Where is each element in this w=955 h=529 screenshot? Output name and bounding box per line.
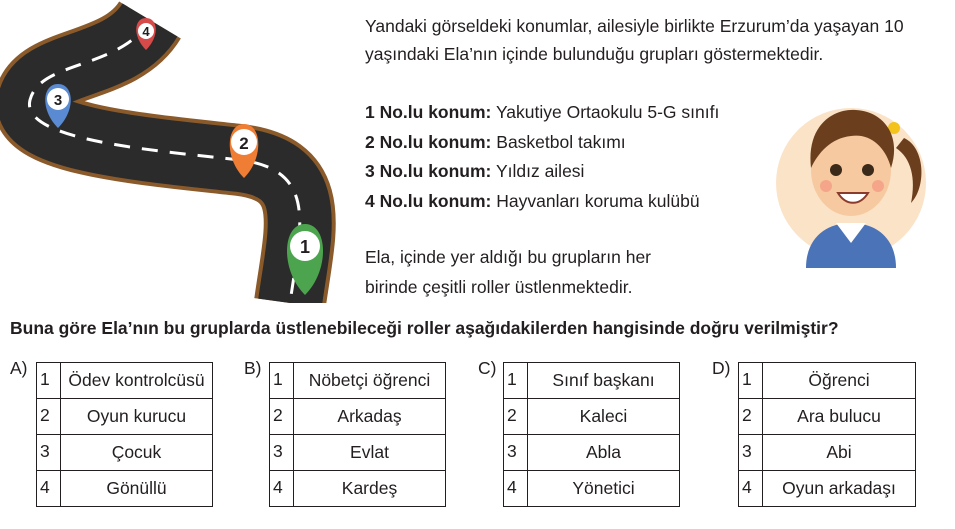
row-number: 3 [270, 435, 294, 471]
option-b-letter: B) [244, 358, 262, 378]
row-number: 3 [504, 435, 528, 471]
location-item [365, 157, 719, 187]
table-row [504, 399, 680, 435]
location-value: Yakutiye Ortaokulu 5-G sınıfı [495, 102, 720, 122]
marker-2-number: 2 [239, 134, 249, 153]
marker-4-number: 4 [142, 24, 150, 39]
option-a-letter: A) [10, 358, 28, 378]
role-cell: Sınıf başkanı [528, 363, 680, 399]
role-cell: Kaleci [528, 399, 680, 435]
marker-1-number: 1 [299, 237, 311, 257]
role-cell: Kardeş [294, 471, 446, 507]
option-d-table [738, 362, 916, 507]
role-cell: Arkadaş [294, 399, 446, 435]
table-row [504, 471, 680, 507]
location-list [365, 98, 719, 216]
table-row [270, 363, 446, 399]
location-value: Basketbol takımı [496, 131, 626, 152]
row-number: 4 [270, 471, 294, 507]
table-row [37, 363, 213, 399]
option-b-table [269, 362, 446, 507]
row-number: 2 [37, 399, 61, 435]
question-text: Buna göre Ela’nın bu gruplarda üstlenebileceği roller aşağıdakilerden hangisinde doğru verilmiştir? [10, 318, 839, 338]
intro-text: Yandaki görseldeki konumlar, ailesiyle birlikte Erzurum’da yaşayan 10 yaşındaki Ela’nın içinde bulunduğu grupları göstermektedir. [365, 16, 904, 64]
girl-illustration [776, 98, 931, 268]
role-cell: Nöbetçi öğrenci [294, 363, 446, 399]
option-a-table [36, 362, 213, 507]
location-item [365, 98, 719, 128]
row-number: 3 [37, 435, 61, 471]
table-row [504, 363, 680, 399]
row-number: 2 [504, 399, 528, 435]
table-row [739, 471, 916, 507]
marker-3-number: 3 [53, 92, 63, 109]
road-illustration [0, 0, 345, 303]
location-value: Hayvanları koruma kulübü [496, 190, 700, 211]
row-number: 1 [739, 363, 763, 399]
role-cell: Abi [763, 435, 916, 471]
role-cell: Oyun kurucu [61, 399, 213, 435]
outro-text: Ela, içinde yer aldığı bu grupların her birinde çeşitli roller üstlenmektedir. [365, 247, 651, 297]
option-c-table [503, 362, 680, 507]
location-label: 4 No.lu konum: [365, 190, 492, 211]
location-label: 3 No.lu konum: [365, 161, 492, 181]
location-label: 2 No.lu konum: [365, 131, 492, 152]
role-cell: Öğrenci [763, 363, 916, 399]
row-number: 4 [739, 471, 763, 507]
table-row [739, 399, 916, 435]
table-row [270, 471, 446, 507]
table-row [739, 363, 916, 399]
location-value: Yıldız ailesi [495, 161, 585, 181]
row-number: 2 [739, 399, 763, 435]
row-number: 3 [739, 435, 763, 471]
role-cell: Evlat [294, 435, 446, 471]
option-d-letter: D) [712, 358, 731, 378]
role-cell: Ödev kontrolcüsü [61, 363, 213, 399]
role-cell: Gönüllü [61, 471, 213, 507]
row-number: 1 [270, 363, 294, 399]
table-row [37, 471, 213, 507]
table-row [270, 435, 446, 471]
role-cell: Çocuk [61, 435, 213, 471]
table-row [37, 435, 213, 471]
table-row [504, 435, 680, 471]
table-row [739, 435, 916, 471]
row-number: 4 [504, 471, 528, 507]
table-row [37, 399, 213, 435]
row-number: 1 [37, 363, 61, 399]
location-label: 1 No.lu konum: [365, 102, 492, 122]
table-row [270, 399, 446, 435]
role-cell: Ara bulucu [763, 399, 916, 435]
location-item [365, 128, 719, 158]
role-cell: Yönetici [528, 471, 680, 507]
option-c-letter: C) [478, 358, 497, 378]
row-number: 2 [270, 399, 294, 435]
row-number: 4 [37, 471, 61, 507]
role-cell: Abla [528, 435, 680, 471]
location-item [365, 187, 719, 217]
row-number: 1 [504, 363, 528, 399]
role-cell: Oyun arkadaşı [763, 471, 916, 507]
